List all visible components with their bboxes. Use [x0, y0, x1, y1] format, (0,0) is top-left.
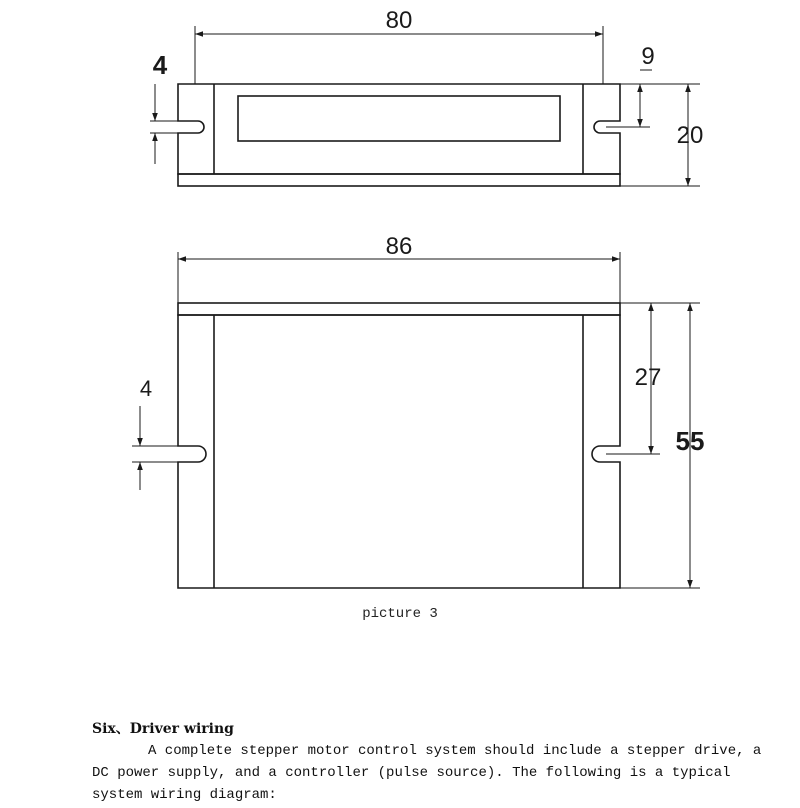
front-view	[178, 303, 620, 588]
wiring-section	[92, 718, 772, 806]
front-width-label: 86	[385, 233, 413, 260]
front-view-top-plate	[178, 303, 620, 315]
front-height-label: 55	[675, 426, 705, 456]
top-slot-label: 4	[152, 50, 168, 80]
top-view-dimensions	[150, 26, 700, 186]
top-width-label: 80	[385, 7, 413, 34]
top-view-base-plate	[178, 174, 620, 186]
top-offset-label: 9	[641, 43, 655, 70]
front-slot-label: 4	[139, 376, 153, 401]
front-mid-label: 27	[634, 364, 662, 391]
top-view	[178, 84, 620, 186]
figure-caption: picture 3	[362, 606, 438, 622]
top-height-label: 20	[676, 122, 704, 149]
section-body: A complete stepper motor control system should include a stepper drive, a DC power supply, and a controller (pulse source). The following is a typical system wiring diagram:	[92, 743, 762, 803]
front-view-outline	[178, 315, 620, 588]
section-heading: Six、Driver wiring	[92, 721, 234, 737]
top-view-display-window	[238, 96, 560, 141]
top-view-outline	[178, 84, 620, 174]
